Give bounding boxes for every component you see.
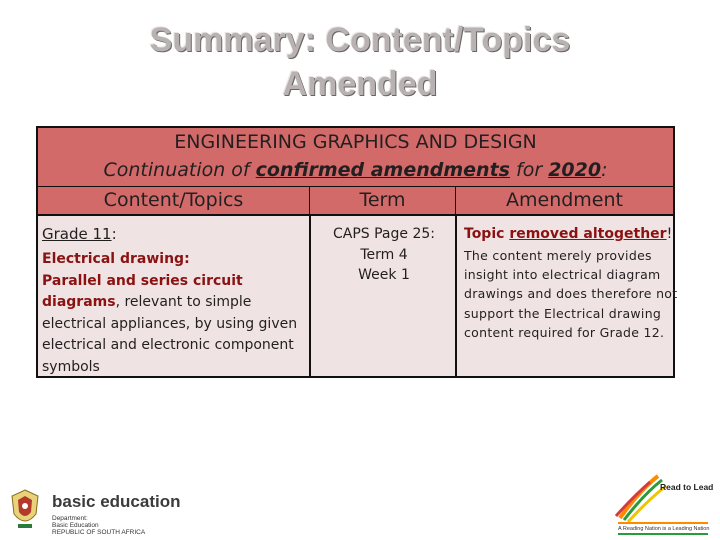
slide-title-line1: Summary: Content/Topics (149, 21, 571, 59)
column-header-amendment: Amendment (455, 186, 673, 216)
column-header-content: Content/Topics (38, 186, 309, 216)
subheading-emphasis: confirmed amendments (255, 159, 510, 181)
campaign-title: Read to Lead (660, 482, 714, 492)
department-name: basic education (52, 492, 181, 511)
amendment-detail: The content merely provides insight into electrical diagram drawings and does therefore not support the Electrical drawing content required for Grade 12. (464, 248, 678, 340)
subheading-text-a: Continuation of (103, 159, 256, 181)
dept-sub-3: REPUBLIC OF SOUTH AFRICA (52, 529, 146, 536)
amendment-text-a: Topic (464, 226, 510, 242)
grade-colon: : (111, 225, 117, 243)
dept-sub-2: Basic Education (52, 522, 99, 529)
amendment-headline (464, 224, 672, 244)
grade-text: Grade 11 (42, 225, 112, 243)
dept-sub-1: Department: (52, 515, 88, 522)
cell-amendment (455, 216, 678, 376)
subheading-text-c: for (509, 159, 549, 181)
amendments-table (36, 126, 678, 378)
topic-bold-line2: Parallel and series circuit (42, 272, 243, 289)
grade-label (42, 224, 117, 244)
slide-title-line2: Amended (282, 65, 438, 103)
topic-bold-line1: Electrical drawing: (42, 251, 190, 267)
term-info (311, 224, 457, 286)
subheading-text-e: : (601, 159, 608, 181)
term-line2: Term 4 (360, 246, 408, 263)
coat-of-arms-icon (8, 488, 42, 532)
column-header-term: Term (309, 186, 455, 216)
amendment-emphasis: removed altogether (509, 226, 667, 242)
slide-footer (0, 470, 720, 540)
department-subtext (52, 515, 172, 536)
cell-content-topics (38, 216, 309, 376)
cell-term (309, 216, 455, 376)
slide-title (0, 18, 720, 106)
campaign-green-bar (618, 533, 708, 535)
topic-plain-text: , relevant to simple electrical appliances, by using given electrical and electronic component symbols (42, 294, 298, 375)
campaign-tagline: A Reading Nation is a Leading Nation (618, 526, 710, 532)
table-subheading (38, 156, 673, 184)
term-line1: CAPS Page 25: (332, 226, 435, 242)
campaign-orange-bar (618, 522, 708, 524)
read-to-lead-logo-icon (610, 470, 672, 524)
amendment-bang: ! (666, 226, 673, 242)
subheading-year: 2020 (548, 159, 602, 181)
topic-bold-line3: diagrams (42, 294, 116, 310)
term-line3: Week 1 (358, 267, 410, 283)
topic-description (42, 249, 304, 378)
table-heading: ENGINEERING GRAPHICS AND DESIGN (174, 131, 537, 153)
